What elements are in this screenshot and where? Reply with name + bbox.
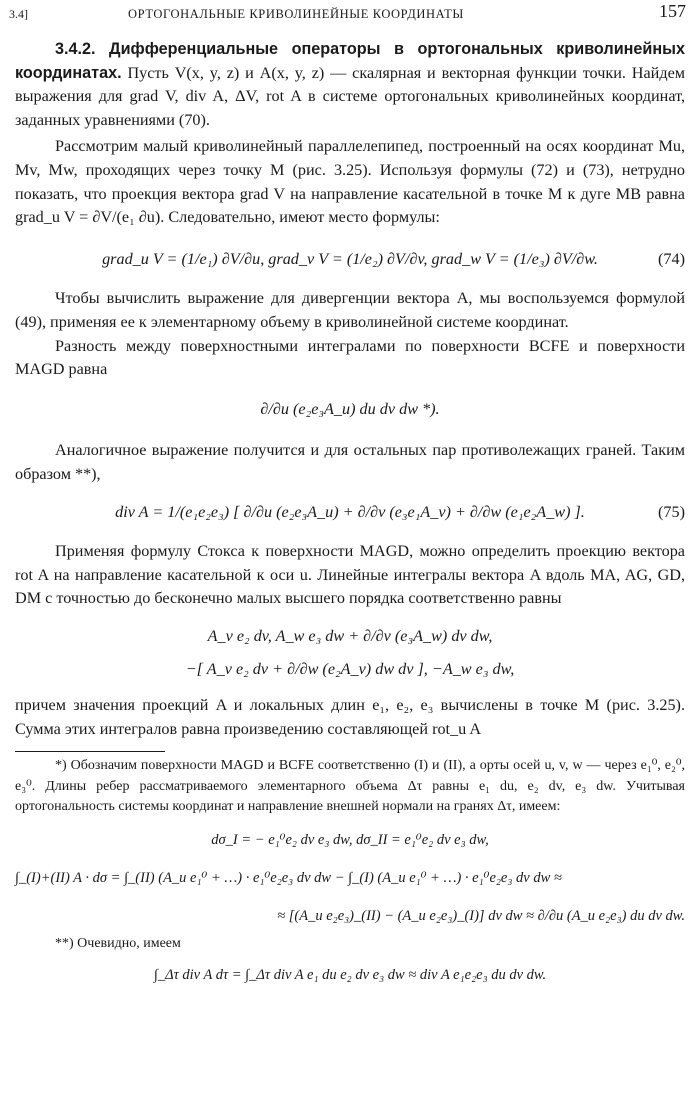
footnote-equation-4 [15, 959, 685, 991]
paragraph-projections: причем значения проекций A и локальных длин e₁, e₂, e₃ вычислены в точке M (рис. 3.25). Сумма этих интегралов равна произведению составляющей rot_u A [15, 696, 685, 738]
footnote-equation-2 [15, 862, 685, 894]
subsection-heading: 3.4.2. Дифференциальные операторы в ортогональных криволинейных координатах. [15, 40, 685, 82]
footnote-equation-2-body: ∫_(I)+(II) A · dσ = ∫_(II) (A_u e₁⁰ + …) · e₁⁰e₂e₃ dv dw − ∫_(I) (A_u e₁⁰ + …) · e₁⁰e₂e₃ dv dw ≈ [15, 870, 562, 887]
equation-74 [15, 248, 685, 272]
equation-line-integrals-1 [15, 625, 685, 649]
running-header [0, 0, 700, 26]
paragraph-surface-difference: Разность между поверхностными интегралами по поверхности BCFE и поверхности MAGD равна [15, 336, 685, 379]
equation-75-number: (75) [658, 502, 685, 521]
page-number: 157 [659, 1, 686, 21]
footnote-equation-4-body: ∫_Δτ div A dτ = ∫_Δτ div A e₁ du e₂ dv e₃ dw ≈ div A e₁e₂e₃ du dv dw. [153, 966, 547, 983]
footnote-equation-3-body: ≈ [(A_u e₂e₃)_(II) − (A_u e₂e₃)_(I)] dv dw ≈ ∂/∂u (A_u e₂e₃) du dv dw. [277, 908, 685, 925]
equation-74-number: (74) [658, 249, 685, 268]
equation-line-integrals-2-body: −[ A_v e₂ dv + ∂/∂w (e₂A_v) dw dv ], −A_w e₃ dw, [185, 660, 515, 679]
equation-74-body: grad_u V = (1/e₁) ∂V/∂u, grad_v V = (1/e₂) ∂V/∂v, grad_w V = (1/e₃) ∂V/∂w. [102, 249, 598, 268]
footnote-2: **) Очевидно, имеем [55, 936, 181, 952]
equation-line-integrals-1-body: A_v e₂ dv, A_w e₃ dw + ∂/∂v (e₃A_w) dv dw, [207, 626, 493, 645]
paragraph-divergence: Чтобы вычислить выражение для дивергенции вектора A, мы воспользуемся формулой (49), применяя ее к элементарному объему в криволинейной системе координат. [15, 289, 685, 331]
footnote-1: *) Обозначим поверхности MAGD и BCFE соответственно (I) и (II), а орты осей u, v, w — через e₁⁰, e₂⁰, e₃⁰. Длины ребер рассматриваемого элементарного объема Δτ равны e₁ du, e₂ dv, e₃ dw. Учитывая ортогональность системы координат и направление внешней нормали на гранях Δτ, имеем: [15, 758, 685, 815]
paragraph-parallelepiped: Рассмотрим малый криволинейный параллелепипед, построенный на осях координат Mu, Mv, Mw, проходящих через точку M (рис. 3.25). Используя формулы (72) и (73), нетрудно показать, что проекция вектора grad V на направление касательной в точке M к дуге MB равна grad_u V = ∂V/(e₁ ∂u). Следовательно, имеют место формулы: [15, 137, 685, 227]
section-ref: 3.4] [9, 7, 28, 21]
footnote-equation-3 [15, 900, 685, 932]
running-title: ОРТОГОНАЛЬНЫЕ КРИВОЛИНЕЙНЫЕ КООРДИНАТЫ [128, 7, 464, 21]
paragraph-intro [15, 38, 685, 132]
equation-line-integrals-2 [15, 658, 685, 682]
equation-surface-body: ∂/∂u (e₂e₃A_u) du dv dw *). [260, 399, 440, 418]
main-text [15, 38, 685, 991]
equation-75 [15, 501, 685, 525]
footnote-equation-1-body: dσ_I = − e₁⁰e₂ dv e₃ dw, dσ_II = e₁⁰e₂ dv e₃ dw, [211, 832, 489, 849]
paragraph-stokes: Применяя формулу Стокса к поверхности MAGD, можно определить проекцию вектора rot A на направление касательной к оси u. Линейные интегралы вектора A вдоль MA, AG, GD, DM с точностью до бесконечно малых высшего порядка соответственно равны [15, 542, 685, 608]
equation-75-body: div A = 1/(e₁e₂e₃) [ ∂/∂u (e₂e₃A_u) + ∂/∂v (e₃e₁A_v) + ∂/∂w (e₁e₂A_w) ]. [115, 502, 585, 521]
equation-surface [15, 398, 685, 422]
paragraph-opposite-faces: Аналогичное выражение получится и для остальных пар противолежащих граней. Таким образом **), [15, 441, 685, 483]
footnote-equation-1 [15, 824, 685, 856]
footnotes [15, 756, 685, 990]
intro-text: Пусть V(x, y, z) и A(x, y, z) — скалярная и векторная функции точки. Найдем выражения для grad V, div A, ΔV, rot A в системе ортогональных криволинейных координат, заданных уравнениями (70). [15, 63, 685, 129]
footnote-rule [15, 751, 165, 752]
